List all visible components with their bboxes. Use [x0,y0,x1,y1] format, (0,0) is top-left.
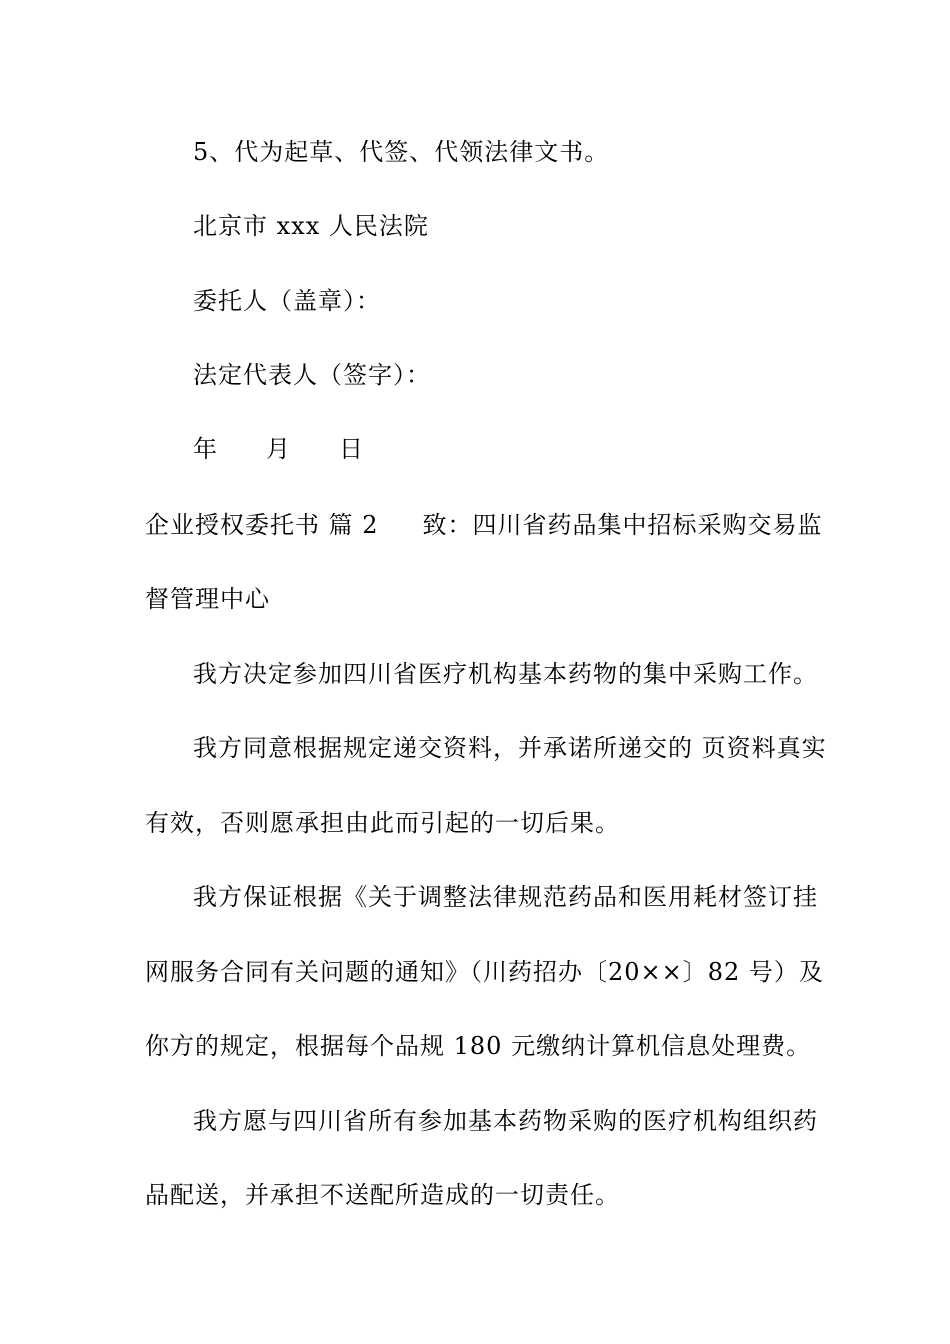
legal-rep-signature-line: 法定代表人（签字）： [193,361,431,389]
principal-seal-line: 委托人（盖章）： [193,287,381,315]
addressee-line-1: 致：四川省药品集中招标采购交易监 [422,511,823,539]
section-2-title: 企业授权委托书 篇 2 [145,511,379,539]
paragraph-3-line-3: 你方的规定，根据每个品规 180 元缴纳计算机信息处理费。 [145,1032,812,1060]
date-month: 月 [266,435,291,463]
paragraph-1-line-1: 我方决定参加四川省医疗机构基本药物的集中采购工作。 [193,660,818,688]
authorization-item-5: 5、代为起草、代签、代领法律文书。 [193,138,610,166]
paragraph-2-line-2: 有效，否则愿承担由此而引起的一切后果。 [145,809,620,837]
paragraph-4-line-2: 品配送，并承担不送配所造成的一切责任。 [145,1181,620,1209]
paragraph-4-line-1: 我方愿与四川省所有参加基本药物采购的医疗机构组织药 [193,1107,818,1135]
date-year: 年 [193,435,218,463]
paragraph-3-line-1: 我方保证根据《关于调整法律规范药品和医用耗材签订挂 [193,883,818,911]
date-day: 日 [339,435,364,463]
paragraph-2-line-1: 我方同意根据规定递交资料，并承诺所递交的 页资料真实 [193,734,827,762]
court-name: 北京市 xxx 人民法院 [193,212,429,240]
date-line [193,434,810,464]
section-2-heading [145,510,823,540]
addressee-line-2: 督管理中心 [145,585,270,613]
paragraph-3-line-2: 网服务合同有关问题的通知》（川药招办〔20××〕82 号）及 [145,958,824,986]
